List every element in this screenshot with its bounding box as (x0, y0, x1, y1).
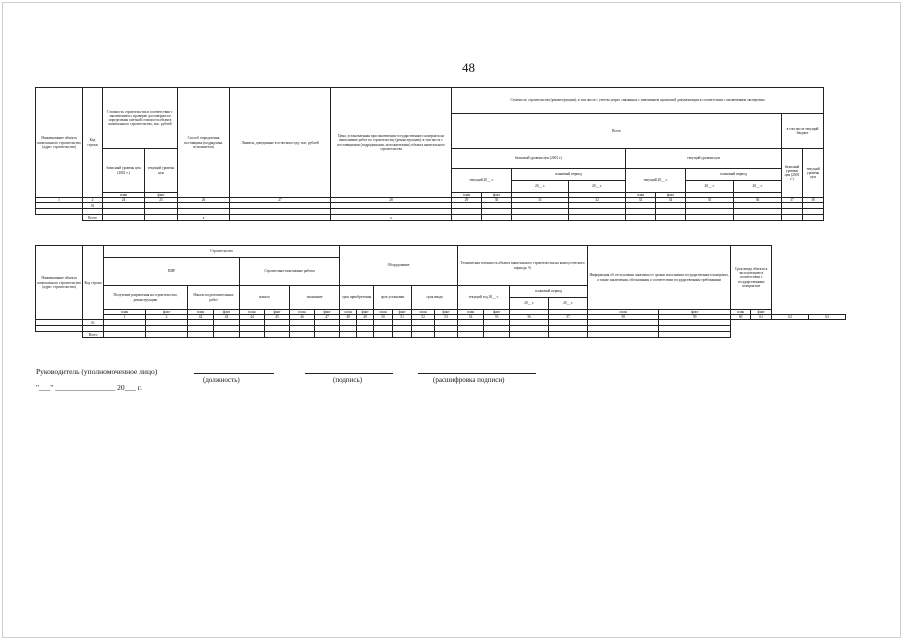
total-x: x (331, 215, 452, 221)
col-num: 58 (588, 315, 659, 320)
header-construction: Строительство (104, 246, 340, 258)
col-num: 38 (803, 198, 824, 203)
total-row (36, 332, 846, 338)
header-year-a: 20__ г. (512, 181, 569, 193)
header-fact: факт (145, 193, 178, 198)
header-year-d: 20__ г. (734, 181, 782, 193)
sign-caption: (подпись) (333, 376, 363, 384)
header-install: срок установки (374, 286, 412, 310)
header-basic-2001: базисный уровень цен (2001 г.) (452, 149, 626, 169)
header-plan: план (240, 310, 265, 315)
header-plan: план (452, 193, 482, 198)
header-permit: Получение разрешения на строительство, реконструкцию (104, 286, 188, 310)
col-num: 55 (484, 315, 510, 320)
col-num: 24 (103, 198, 145, 203)
header-fact: факт (435, 310, 458, 315)
col-num: 43 (214, 315, 240, 320)
header-year-a: 20__ г. (510, 298, 549, 310)
header-object: Наименование объекта капитального строительства (адрес строительства) (36, 246, 83, 320)
header-deviation-info: Информация об отступлении заказчика от сроков исполнения государственного контракта, а также заключения, обоснования о соответствии государственным требованиям (588, 246, 731, 310)
header-tech-ready: Техническая готовность объекта капитального строительства на конец отчетного периода, % (458, 246, 588, 286)
total-x: x (178, 215, 230, 221)
header-current-price: текущий уровень цен (626, 149, 782, 169)
row-code: 01 (83, 320, 104, 326)
header-plan: план (340, 310, 357, 315)
header-end: окончание (290, 286, 340, 310)
header-launch: срок ввода (412, 286, 458, 310)
header-basic-level: базисный уровень цен (2001 г.) (103, 149, 145, 193)
header-fact: факт (265, 310, 290, 315)
header-plan: план (104, 310, 146, 315)
header-year-b: 20__ г. (549, 298, 588, 310)
col-num: 1 (104, 315, 146, 320)
header-code: Код строки (83, 88, 103, 198)
col-num: 30 (482, 198, 512, 203)
col-num: 52 (412, 315, 435, 320)
col-num: 60 (731, 315, 751, 320)
col-num: 61 (751, 315, 772, 320)
page-number: 48 (462, 60, 475, 75)
header-fact: факт (656, 193, 686, 198)
header-plan: план (458, 310, 484, 315)
col-num: 25 (145, 198, 178, 203)
col-num: 63 (809, 315, 846, 320)
col-num: 44 (240, 315, 265, 320)
sign-line (305, 373, 393, 374)
header-current-small: текущий уровень цен (803, 149, 824, 198)
header-fact: факт (659, 310, 731, 315)
header-purchase: срок приобретения (340, 286, 374, 310)
header-current-year: текущий 20__ г. (452, 169, 512, 193)
col-num: 36 (734, 198, 782, 203)
date-line: "___" ________________ 20___ г. (36, 383, 142, 392)
position-caption: (должность) (203, 376, 240, 384)
col-num: 59 (659, 315, 731, 320)
header-cost-total: Стоимость строительства (реконструкции), в том числе с учетом затрат, связанных с изменением проектной документации в соответствии с заключением экспертизы (452, 88, 824, 114)
col-num: 47 (315, 315, 340, 320)
head-label: Руководитель (уполномоченное лицо) (36, 367, 158, 376)
col-num: 2 (146, 315, 188, 320)
header-fact: факт (393, 310, 412, 315)
header-limits: Лимиты, доведенные в отчетном году, тыс. рублей (230, 88, 331, 198)
header-plan: план (588, 310, 659, 315)
header-pir: ПИР (104, 258, 240, 286)
col-num: 29 (452, 198, 482, 203)
total-label: Всего (83, 215, 103, 221)
header-plan: план (731, 310, 751, 315)
col-num: 53 (435, 315, 458, 320)
header-code: Код строки (83, 246, 104, 320)
header-plan-period: плановый период (512, 169, 626, 181)
col-num: 62 (772, 315, 809, 320)
header-year-c: 20__ г. (686, 181, 734, 193)
header-plan: план (103, 193, 145, 198)
col-num: 26 (178, 198, 230, 203)
header-plan: план (188, 310, 214, 315)
col-num: 57 (549, 315, 588, 320)
col-num: 56 (510, 315, 549, 320)
header-plan: план (374, 310, 393, 315)
header-fact: факт (751, 310, 772, 315)
col-num: 33 (626, 198, 656, 203)
header-cost-project: Стоимость строительства в соответствии с заключением о проверке достоверности определения сметной стоимости объекта капитального строительства, тыс. рублей (103, 88, 178, 149)
col-num: 49 (357, 315, 374, 320)
header-basic-small: базисный уровень цен (2001 г.) (782, 149, 803, 198)
header-plan-period-2: плановый период (686, 169, 782, 181)
col-num: 46 (290, 315, 315, 320)
header-current-level: текущий уровень цен (145, 149, 178, 193)
header-fact: факт (482, 193, 512, 198)
col-num: 28 (331, 198, 452, 203)
col-num: 54 (458, 315, 484, 320)
col-num: 42 (188, 315, 214, 320)
col-num: 27 (230, 198, 331, 203)
header-begin: начало (240, 286, 290, 310)
header-total: Всего (452, 114, 782, 149)
decoding-caption: (расшифровка подписи) (433, 376, 505, 384)
header-equipment: Оборудование (340, 246, 458, 286)
cost-table (35, 87, 824, 221)
header-deadline: Срок ввода объекта в эксплуатацию в соответствии с государственным контрактом (731, 246, 772, 310)
col-num: 32 (569, 198, 626, 203)
construction-table (35, 245, 846, 338)
row-code: 01 (83, 203, 103, 209)
col-num: 50 (374, 315, 393, 320)
col-num: 1 (36, 198, 83, 203)
header-fact: факт (315, 310, 340, 315)
col-num: 31 (512, 198, 569, 203)
header-plan: план (412, 310, 435, 315)
header-year-b: 20__ г. (569, 181, 626, 193)
header-plan: план (290, 310, 315, 315)
col-num: 35 (686, 198, 734, 203)
header-supplier-method: Способ определения поставщика (подрядчика, исполнителя) (178, 88, 230, 198)
header-current-year-2: текущий 20__ г. (626, 169, 686, 193)
col-num: 2 (83, 198, 103, 203)
col-num: 37 (782, 198, 803, 203)
header-cur-year: текущий год 20__ г. (458, 286, 510, 310)
header-start-prep: Начало подготовительных работ (188, 286, 240, 310)
header-object: Наименование объекта капитального строительства (адрес строительства) (36, 88, 83, 198)
col-num: 34 (656, 198, 686, 203)
col-num: 45 (265, 315, 290, 320)
total-row (36, 215, 824, 221)
header-fact: факт (357, 310, 374, 315)
col-num: 51 (393, 315, 412, 320)
col-num: 48 (340, 315, 357, 320)
header-smr: Строительно-монтажные работы (240, 258, 340, 286)
position-line (194, 373, 274, 374)
total-label: Всего (83, 332, 104, 338)
header-fact: факт (214, 310, 240, 315)
header-fact: факт (146, 310, 188, 315)
header-fact: факт (484, 310, 510, 315)
decoding-line (418, 373, 536, 374)
header-plan-period: плановый период (510, 286, 588, 298)
header-contract-price: Цена, установленная при заключении государственного контракта на выполнение работ по строительству (реконструкции), в том числе с поставщиками (подрядчиками, исполнителями) объекта капитального строительства (331, 88, 452, 198)
header-plan: план (626, 193, 656, 198)
header-incl-year: в том числе текущий бюджет (782, 114, 824, 149)
